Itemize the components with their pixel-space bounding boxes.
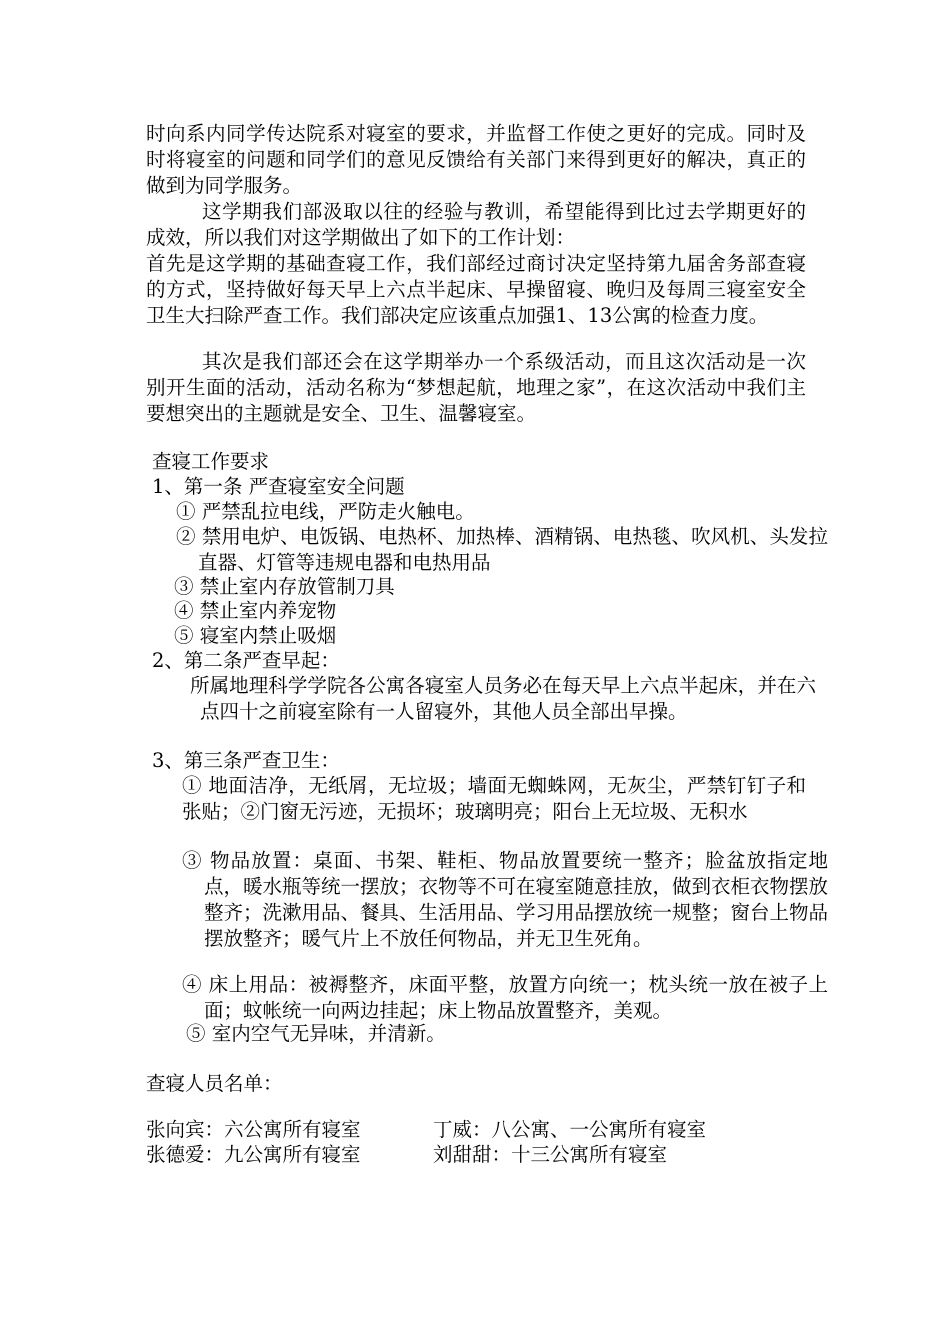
rule1-item: ④ 禁止室内养宠物	[174, 599, 337, 622]
paragraph-duty: 时向系内同学传达院系对寝室的要求，并监督工作使之更好的完成。同时及时将寝室的问题和同学们的意见反馈给有关部门来得到更好的解决，真正的做到为同学服务。	[146, 122, 806, 197]
rule1-item: ① 严禁乱拉电线，严防走火触电。	[176, 500, 475, 523]
requirements-heading: 查寝工作要求	[152, 450, 270, 473]
rule3-title: 3、第三条严查卫生：	[152, 749, 340, 772]
rule1-item: ⑤ 寝室内禁止吸烟	[174, 624, 337, 647]
rule3-item: ④ 床上用品：被褥整齐，床面平整，放置方向统一；枕头统一放在被子上面；蚊帐统一向两边挂起；床上物品放置整齐，美观。	[182, 973, 828, 1022]
rule3-item: ① 地面洁净，无纸屑，无垃圾；墙面无蜘蛛网，无灰尘，严禁钉钉子和张贴；②门窗无污迹，无损坏；玻璃明亮；阳台上无垃圾、无积水	[182, 774, 806, 823]
paragraph-plan-intro: 这学期我们部汲取以往的经验与教训，希望能得到比过去学期更好的成效，所以我们对这学期做出了如下的工作计划：	[146, 200, 806, 249]
rule3-item: ⑤ 室内空气无异味，并清新。	[186, 1022, 446, 1045]
inspector-entry: 张德爱：九公寓所有寝室	[146, 1143, 361, 1166]
rule1-item: ③ 禁止室内存放管制刀具	[174, 575, 395, 598]
paragraph-basic-inspection: 首先是这学期的基础查寝工作，我们部经过商讨决定坚持第九届舍务部查寝的方式，坚持做好每天早上六点半起床、早操留寝、晚归及每周三寝室安全卫生大扫除严查工作。我们部决定应该重点加强1、13公寓的检查力度。	[146, 252, 806, 327]
rule1-title: 1、第一条 严查寝室安全问题	[152, 475, 405, 498]
rule2-body: 所属地理科学学院各公寓各寝室人员务必在每天早上六点半起床，并在六点四十之前寝室除有一人留寝外，其他人员全部出早操。	[190, 674, 816, 723]
inspector-entry: 张向宾：六公寓所有寝室	[146, 1118, 361, 1141]
inspectors-heading: 查寝人员名单：	[146, 1072, 283, 1095]
inspector-entry: 丁威：八公寓、一公寓所有寝室	[433, 1118, 707, 1141]
paragraph-activity: 其次是我们部还会在这学期举办一个系级活动，而且这次活动是一次别开生面的活动，活动名称为“梦想起航，地理之家”，在这次活动中我们主要想突出的主题就是安全、卫生、温馨寝室。	[146, 350, 806, 425]
rule1-item: ② 禁用电炉、电饭锅、电热杯、加热棒、酒精锅、电热毯、吹风机、头发拉直器、灯管等违规电器和电热用品	[176, 525, 828, 574]
inspector-entry: 刘甜甜：十三公寓所有寝室	[433, 1143, 668, 1166]
rule3-item: ③ 物品放置：桌面、书架、鞋柜、物品放置要统一整齐；脸盆放指定地点，暖水瓶等统一摆放；衣物等不可在寝室随意挂放，做到衣柜衣物摆放整齐；洗漱用品、餐具、生活用品、学习用品摆放统一规整；窗台上物品摆放整齐；暖气片上不放任何物品，并无卫生死角。	[182, 849, 829, 950]
rule2-title: 2、第二条严查早起：	[152, 649, 340, 672]
